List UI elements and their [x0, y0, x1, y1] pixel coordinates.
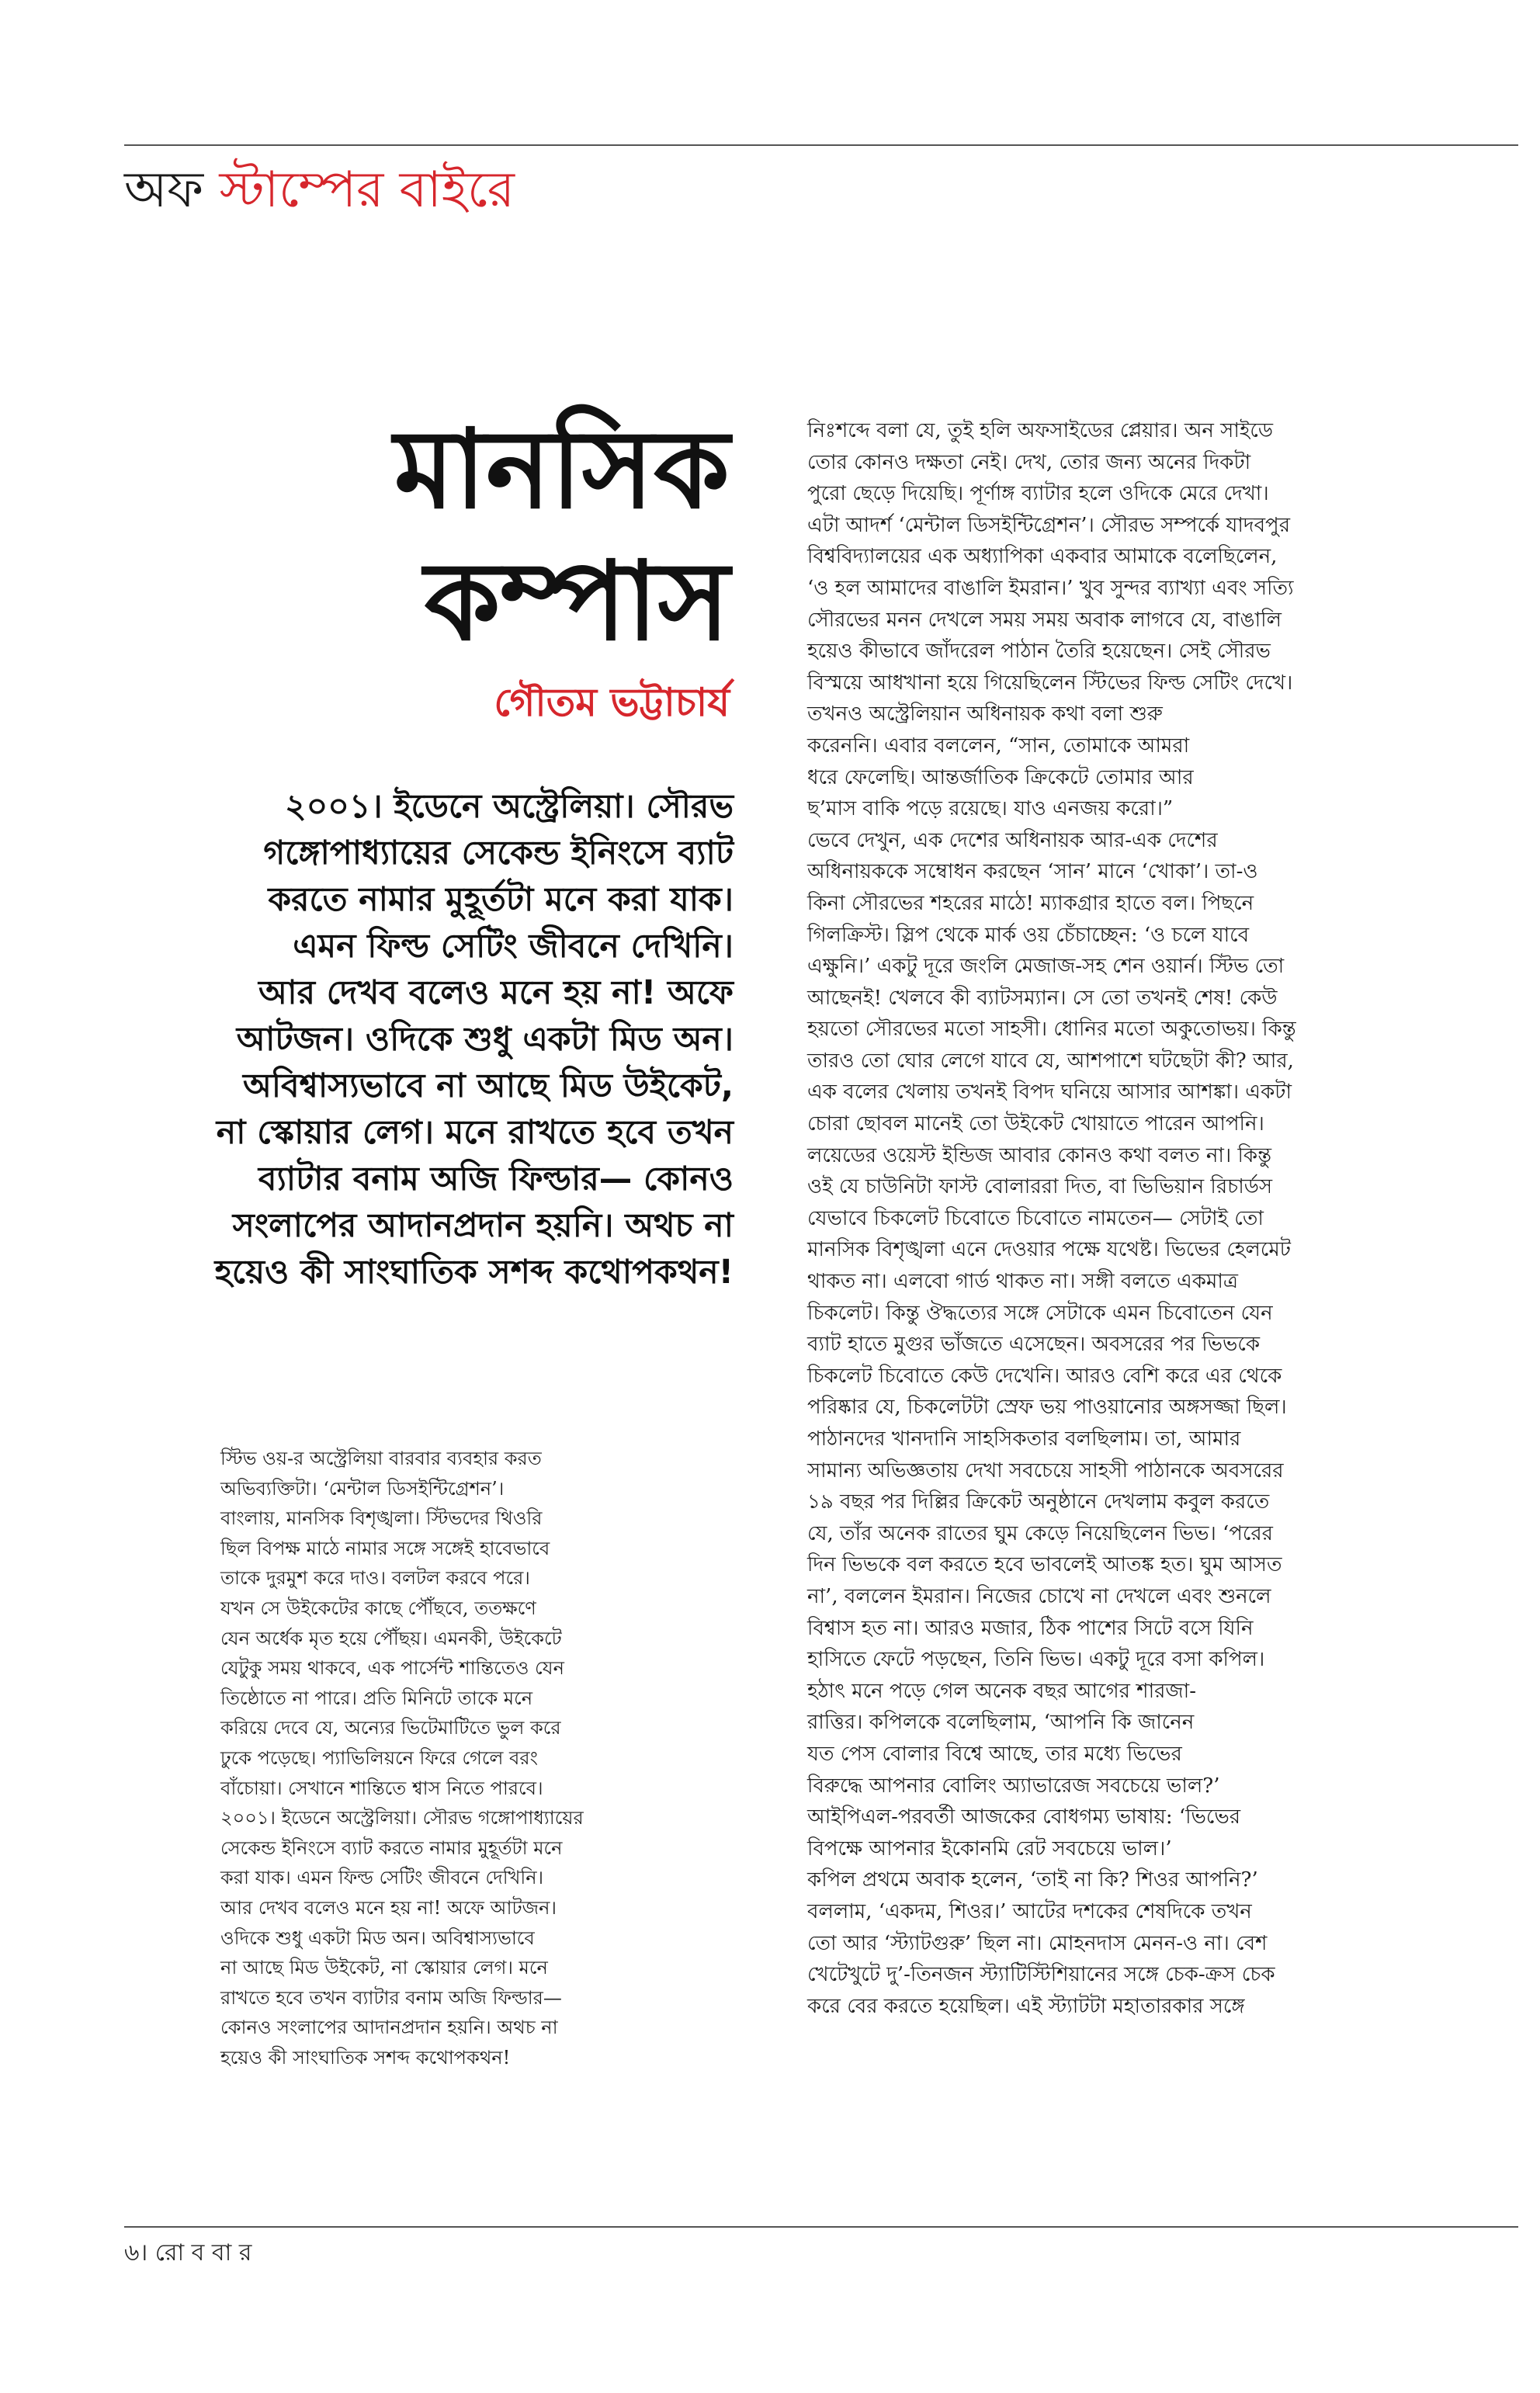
text-line: কিনা সৌরভের শহরের মাঠে! ম্যাকগ্রার হাতে বল। পিছনে [807, 891, 1254, 915]
text-line: বললাম, ‘একদম, শিওর।’ আটের দশকের শেষদিকে তখন [807, 1899, 1252, 1923]
text-line: এটা আদর্শ ‘মেন্টাল ডিসইন্টিগ্রেশন’। সৌরভ সম্পর্কে যাদবপুর [807, 513, 1290, 537]
text-line: যেভাবে চিকলেট চিবোতে চিবোতে নামতেন— সেটাই তো [807, 1206, 1264, 1230]
text-line: হয়েও কীভাবে জাঁদরেল পাঠান তৈরি হয়েছেন। সেই সৌরভ [807, 640, 1271, 664]
text-line: হঠাৎ মনে পড়ে গেল অনেক বছর আগের শারজা- [807, 1679, 1196, 1703]
text-line: পুরো ছেড়ে দিয়েছি। পূর্ণাঙ্গ ব্যাটার হলে ওদিকে মেরে দেখা। [807, 482, 1269, 506]
text-line: কপিল প্রথমে অবাক হলেন, ‘তাই না কি? শিওর আপনি?’ [807, 1868, 1258, 1892]
text-line: ভেবে দেখুন, এক দেশের অধিনায়ক আর-এক দেশের [807, 828, 1218, 852]
text-line: ওই যে চাউনিটা ফাস্ট বোলাররা দিত, বা ভিভিয়ান রিচার্ডস [807, 1175, 1273, 1199]
text-line: দিন ভিভকে বল করতে হবে ভাবলেই আতঙ্ক হত। ঘুম আসত [807, 1553, 1282, 1577]
text-line: অভিব্যক্তিটা। ‘মেন্টাল ডিসইন্টিগ্রেশন’। [220, 1477, 505, 1500]
text-line: তো আর ‘স্ট্যাটগুরু’ ছিল না। মোহনদাস মেনন-ও না। বেশ [807, 1931, 1268, 1955]
section-label [124, 155, 515, 225]
text-line: রাখতে হবে তখন ব্যাটার বনাম অজি ফিল্ডার— [220, 1986, 562, 2009]
text-line: নিঃশব্দে বলা যে, তুই হলি অফসাইডের প্লেয়ার। অন সাইডে [807, 419, 1273, 442]
text-line: ১৯ বছর পর দিল্লির ক্রিকেট অনুষ্ঠানে দেখলাম কবুল করতে [807, 1490, 1270, 1514]
text-line: ব্যাট হাতে মুগুর ভাঁজতে এসেছেন। অবসরের পর ভিভকে [807, 1333, 1261, 1357]
text-line: পরিষ্কার যে, চিকলেটটা স্রেফ ভয় পাওয়ানোর অঙ্গসজ্জা ছিল। [807, 1396, 1287, 1420]
text-line: এক বলের খেলায় তখনই বিপদ ঘনিয়ে আসার আশঙ্কা। একটা [807, 1080, 1292, 1105]
text-line: বিরুদ্ধে আপনার বোলিং অ্যাভারেজ সবচেয়ে ভাল?’ [807, 1774, 1220, 1798]
top-rule [124, 144, 1518, 146]
text-line: হাসিতে ফেটে পড়ছেন, তিনি ভিভ। একটু দূরে বসা কপিল। [807, 1648, 1265, 1672]
text-line: চিকলেট। কিন্তু ঔদ্ধত্যের সঙ্গে সেটাকে এমন চিবোতেন যেন [807, 1301, 1273, 1325]
text-line: করিয়ে দেবে যে, অন্যের ভিটেমাটিতে ভুল করে [220, 1717, 561, 1739]
text-line: কোনও সংলাপের আদানপ্রদান হয়নি। অথচ না [220, 2017, 558, 2039]
text-line: ২০০১। ইডেনে অস্ট্রেলিয়া। সৌরভ গঙ্গোপাধ্যায়ের [220, 1807, 584, 1829]
text-line: সেকেন্ড ইনিংসে ব্যাট করতে নামার মুহূর্তটা মনে [220, 1836, 563, 1859]
text-line: ঢুকে পড়েছে। প্যাভিলিয়নে ফিরে গেলে বরং [220, 1746, 538, 1769]
text-line: গিলক্রিস্ট। স্লিপ থেকে মার্ক ওয় চেঁচাচ্ছেন: ‘ও চলে যাবে [807, 923, 1250, 947]
text-line: বাঁচোয়া। সেখানে শান্তিতে শ্বাস নিতে পারবে। [220, 1777, 543, 1799]
text-line: ধরে ফেলেছি। আন্তর্জাতিক ক্রিকেটে তোমার আর [807, 765, 1194, 789]
text-line: যেন অর্ধেক মৃত হয়ে পৌঁছয়। এমনকী, উইকেটে [220, 1627, 562, 1649]
text-line: যে, তাঁর অনেক রাতের ঘুম কেড়ে নিয়েছিলেন ভিভ। ‘পরের [807, 1521, 1273, 1545]
text-line: বিশ্বাস হত না। আরও মজার, ঠিক পাশের সিটে বসে যিনি [807, 1616, 1254, 1640]
standfirst-line: হয়েও কী সাংঘাতিক সশব্দ কথোপকথন! [214, 1254, 734, 1292]
text-line: ওদিকে শুধু একটা মিড অন। অবিশ্বাস্যভাবে [220, 1927, 535, 1949]
body-column-left [220, 1444, 841, 2072]
text-line: তখনও অস্ট্রেলিয়ান অধিনায়ক কথা বলা শুরু [807, 702, 1163, 727]
text-line: তারও তো ঘোর লেগে যাবে যে, আশপাশে ঘটছেটা কী? আর, [807, 1049, 1294, 1073]
standfirst-line: আটজন। ওদিকে শুধু একটা মিড অন। [236, 1021, 734, 1059]
body-column-right [807, 415, 1428, 2022]
text-line: রাত্তির। কপিলকে বলেছিলাম, ‘আপনি কি জানেন [807, 1711, 1195, 1735]
text-line: ছিল বিপক্ষ মাঠে নামার সঙ্গে সঙ্গেই হাবেভাবে [220, 1537, 550, 1559]
text-line: যখন সে উইকেটের কাছে পৌঁছবে, ততক্ষণে [220, 1597, 536, 1619]
text-line: বিশ্ববিদ্যালয়ের এক অধ্যাপিকা একবার আমাকে বলেছিলেন, [807, 545, 1278, 569]
standfirst-line: অবিশ্বাস্যভাবে না আছে মিড উইকেট, [243, 1067, 734, 1105]
text-line: পাঠানদের খানদানি সাহসিকতার বলছিলাম। তা, আমার [807, 1427, 1241, 1451]
text-line: স্টিভ ওয়-র অস্ট্রেলিয়া বারবার ব্যবহার করত [220, 1448, 542, 1469]
text-line: মানসিক বিশৃঙ্খলা এনে দেওয়ার পক্ষে যথেষ্ট। ভিভের হেলমেট [807, 1238, 1291, 1262]
section-label-lead: অফ [124, 161, 204, 219]
author-byline: গৌতম ভট্টাচার্য [494, 680, 730, 725]
standfirst-line: ব্যাটার বনাম অজি ফিল্ডার— কোনও [258, 1160, 734, 1198]
text-line: লয়েডের ওয়েস্ট ইন্ডিজ আবার কোনও কথা বলত না। কিন্তু [807, 1143, 1272, 1167]
text-line: আইপিএল-পরবর্তী আজকের বোধগম্য ভাষায়: ‘ভিভের [807, 1805, 1241, 1829]
text-line: না’, বললেন ইমরান। নিজের চোখে না দেখলে এবং শুনলে [807, 1584, 1271, 1608]
standfirst-line: ২০০১। ইডেনে অস্ট্রেলিয়া। সৌরভ [285, 788, 734, 826]
text-line: যত পেস বোলার বিশ্বে আছে, তার মধ্যে ভিভের [807, 1742, 1182, 1766]
section-label-accent: স্টাম্পের বাইরে [219, 161, 515, 219]
article-title [256, 404, 730, 668]
text-line: থাকত না। এলবো গার্ড থাকত না। সঙ্গী বলতে একমাত্র [807, 1270, 1239, 1294]
text-line: করা যাক। এমন ফিল্ড সেটিং জীবনে দেখিনি। [220, 1867, 544, 1889]
text-line: সৌরভের মনন দেখলে সময় সময় অবাক লাগবে যে, বাঙালি [807, 608, 1282, 632]
text-line: না আছে মিড উইকেট, না স্কোয়ার লেগ। মনে [220, 1957, 548, 1979]
text-line: বিস্ময়ে আধখানা হয়ে গিয়েছিলেন স্টিভের ফিল্ড সেটিং দেখে। [807, 671, 1293, 695]
text-line: বাংলায়, মানসিক বিশৃঙ্খলা। স্টিভদের থিওরি [220, 1507, 543, 1530]
title-line: মানসিক [394, 406, 730, 533]
standfirst-line: করতে নামার মুহূর্তটা মনে করা যাক। [268, 881, 734, 919]
text-line: চিকলেট চিবোতে কেউ দেখেনি। আরও বেশি করে এর থেকে [807, 1364, 1282, 1388]
bottom-rule [124, 2226, 1518, 2228]
standfirst-line: এমন ফিল্ড সেটিং জীবনে দেখিনি। [293, 928, 734, 966]
text-line: আছেনই! খেলবে কী ব্যাটসম্যান। সে তো তখনই শেষ! কেউ [807, 986, 1278, 1010]
standfirst-line: সংলাপের আদানপ্রদান হয়নি। অথচ না [232, 1207, 734, 1245]
text-line: যেটুকু সময় থাকবে, এক পার্সেন্ট শান্তিতেও যেন [220, 1657, 564, 1680]
standfirst-line: আর দেখব বলেও মনে হয় না! অফে [258, 974, 734, 1012]
text-line: বিপক্ষে আপনার ইকোনমি রেট সবচেয়ে ভাল।’ [807, 1836, 1172, 1861]
text-line: সামান্য অভিজ্ঞতায় দেখা সবচেয়ে সাহসী পাঠানকে অবসরের [807, 1458, 1284, 1483]
text-line: তিষ্ঠোতে না পারে। প্রতি মিনিটে তাকে মনে [220, 1687, 533, 1709]
standfirst-line: না স্কোয়ার লেগ। মনে রাখতে হবে তখন [216, 1114, 734, 1152]
page-footer: ৬। রো ব বা র [124, 2239, 252, 2266]
text-line: এক্ষুনি।’ একটু দূরে জংলি মেজাজ-সহ শেন ওয়ার্ন। স্টিভ তো [807, 955, 1285, 979]
text-line: তোর কোনও দক্ষতা নেই। দেখ, তোর জন্য অনের দিকটা [807, 450, 1251, 474]
text-line: অধিনায়ককে সম্বোধন করছেন ‘সান’ মানে ‘খোকা’। তা-ও [807, 860, 1258, 884]
text-line: আর দেখব বলেও মনে হয় না! অফে আটজন। [220, 1896, 557, 1919]
text-line: হয়েও কী সাংঘাতিক সশব্দ কথোপকথন! [220, 2046, 511, 2069]
standfirst-line: গঙ্গোপাধ্যায়ের সেকেন্ড ইনিংসে ব্যাট [263, 834, 734, 872]
standfirst [116, 784, 734, 1296]
text-line: চোরা ছোবল মানেই তো উইকেট খোয়াতে পারেন আপনি। [807, 1112, 1264, 1136]
title-line: কম্পাস [424, 538, 730, 665]
text-line: করেননি। এবার বললেন, “সান, তোমাকে আমরা [807, 734, 1190, 758]
text-line: হয়তো সৌরভের মতো সাহসী। ধোনির মতো অকুতোভয়। কিন্তু [807, 1018, 1296, 1042]
text-line: ছ’মাস বাকি পড়ে রয়েছে। যাও এনজয় করো।” [807, 797, 1174, 821]
text-line: খেটেখুটে দু’-তিনজন স্ট্যাটিস্টিশিয়ানের সঙ্গে চেক-ক্রস চেক [807, 1963, 1275, 1987]
text-line: করে বের করতে হয়েছিল। এই স্ট্যাটটা মহাতারকার সঙ্গে [807, 1994, 1245, 2018]
text-line: তাকে দুরমুশ করে দাও। বলটল করবে পরে। [220, 1567, 530, 1590]
text-line: ‘ও হল আমাদের বাঙালি ইমরান।’ খুব সুন্দর ব্যাখ্যা এবং সত্যি [807, 576, 1294, 600]
